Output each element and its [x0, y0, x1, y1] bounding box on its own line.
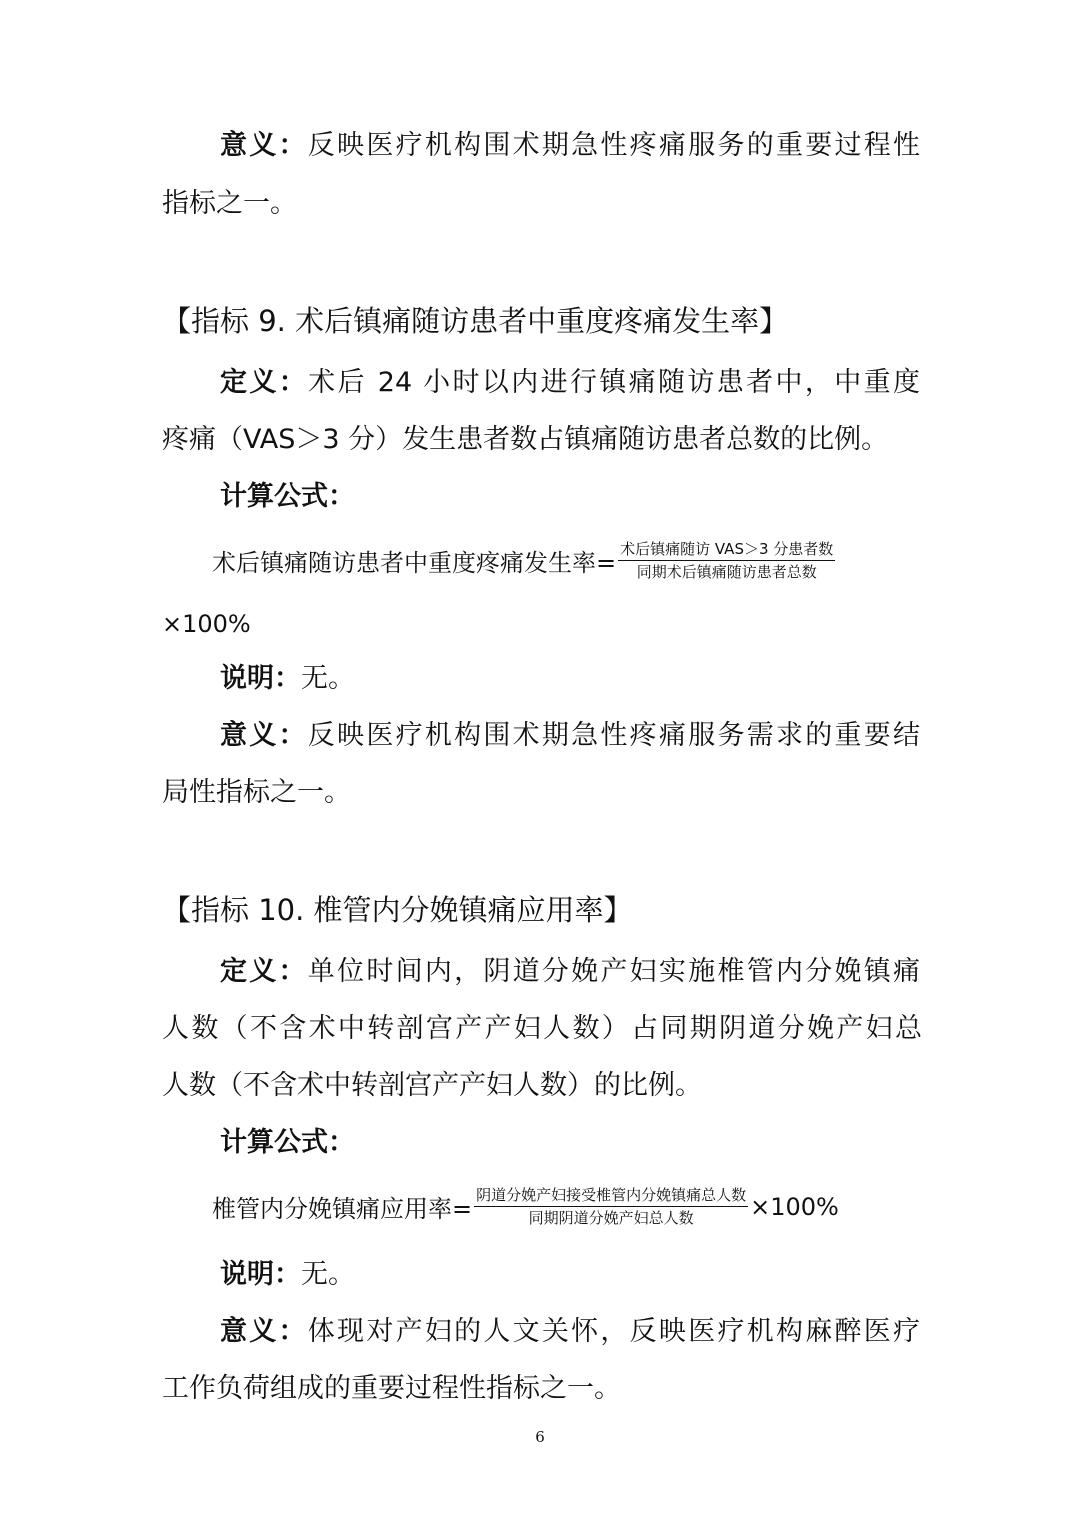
meaning-paragraph-line	[220, 1312, 920, 1352]
formula-fraction	[474, 1184, 748, 1229]
meaning-paragraph-line	[220, 126, 920, 166]
formula-multiplier: ×100%	[162, 610, 251, 638]
meaning-paragraph-line: 工作负荷组成的重要过程性指标之一。	[162, 1373, 621, 1404]
meaning-text: 反映医疗机构围术期急性疼痛服务需求的重要结	[307, 720, 921, 751]
formula-label: 计算公式：	[220, 1127, 355, 1158]
formula-multiplier: ×100%	[750, 1192, 839, 1221]
definition-text: 单位时间内，阴道分娩产妇实施椎管内分娩镇痛	[307, 956, 921, 987]
meaning-label: 意义：	[220, 720, 308, 751]
definition-label: 定义：	[220, 956, 308, 987]
note-label: 说明：	[220, 1259, 301, 1290]
indicator-9-formula	[212, 538, 837, 583]
indicator-10-heading: 【指标 10. 椎管内分娩镇痛应用率】	[162, 893, 633, 927]
formula-label: 计算公式：	[220, 481, 355, 512]
meaning-label: 意义：	[220, 1316, 308, 1347]
formula-lhs: 椎管内分娩镇痛应用率=	[212, 1195, 473, 1223]
formula-fraction	[618, 538, 835, 583]
definition-text: 术后 24 小时以内进行镇痛随访患者中，中重度	[308, 367, 920, 398]
note-label: 说明：	[220, 663, 301, 694]
definition-paragraph-line: 疼痛（VAS＞3 分）发生患者数占镇痛随访患者总数的比例。	[162, 424, 889, 455]
meaning-text: 反映医疗机构围术期急性疼痛服务的重要过程性	[307, 130, 921, 161]
note-text: 无。	[301, 663, 355, 694]
formula-denominator: 同期术后镇痛随访患者总数	[636, 563, 817, 581]
note-line	[220, 659, 920, 699]
meaning-label: 意义：	[220, 130, 308, 161]
definition-paragraph-line	[220, 363, 920, 403]
note-line	[220, 1255, 920, 1295]
formula-numerator: 术后镇痛随访 VAS＞3 分患者数	[620, 540, 834, 558]
indicator-9-heading: 【指标 9. 术后镇痛随访患者中重度疼痛发生率】	[162, 304, 789, 338]
definition-paragraph-line	[220, 952, 920, 992]
note-text: 无。	[301, 1259, 355, 1290]
indicator-10-formula	[212, 1184, 839, 1229]
formula-lhs: 术后镇痛随访患者中重度疼痛发生率=	[212, 549, 617, 577]
formula-label-line	[220, 477, 920, 517]
meaning-paragraph-line	[220, 716, 920, 756]
meaning-paragraph-line: 局性指标之一。	[162, 777, 351, 808]
definition-label: 定义：	[220, 367, 309, 398]
formula-numerator: 阴道分娩产妇接受椎管内分娩镇痛总人数	[476, 1186, 747, 1204]
definition-paragraph-line: 人数（不含术中转剖宫产产妇人数）的比例。	[162, 1070, 702, 1101]
formula-denominator: 同期阴道分娩产妇总人数	[528, 1209, 694, 1227]
page-number: 6	[535, 1428, 545, 1446]
definition-paragraph-line: 人数（不含术中转剖宫产产妇人数）占同期阴道分娩产妇总	[162, 1013, 922, 1044]
formula-label-line	[220, 1123, 920, 1163]
meaning-paragraph-line: 指标之一。	[162, 188, 297, 219]
meaning-text: 体现对产妇的人文关怀，反映医疗机构麻醉医疗	[307, 1316, 921, 1347]
